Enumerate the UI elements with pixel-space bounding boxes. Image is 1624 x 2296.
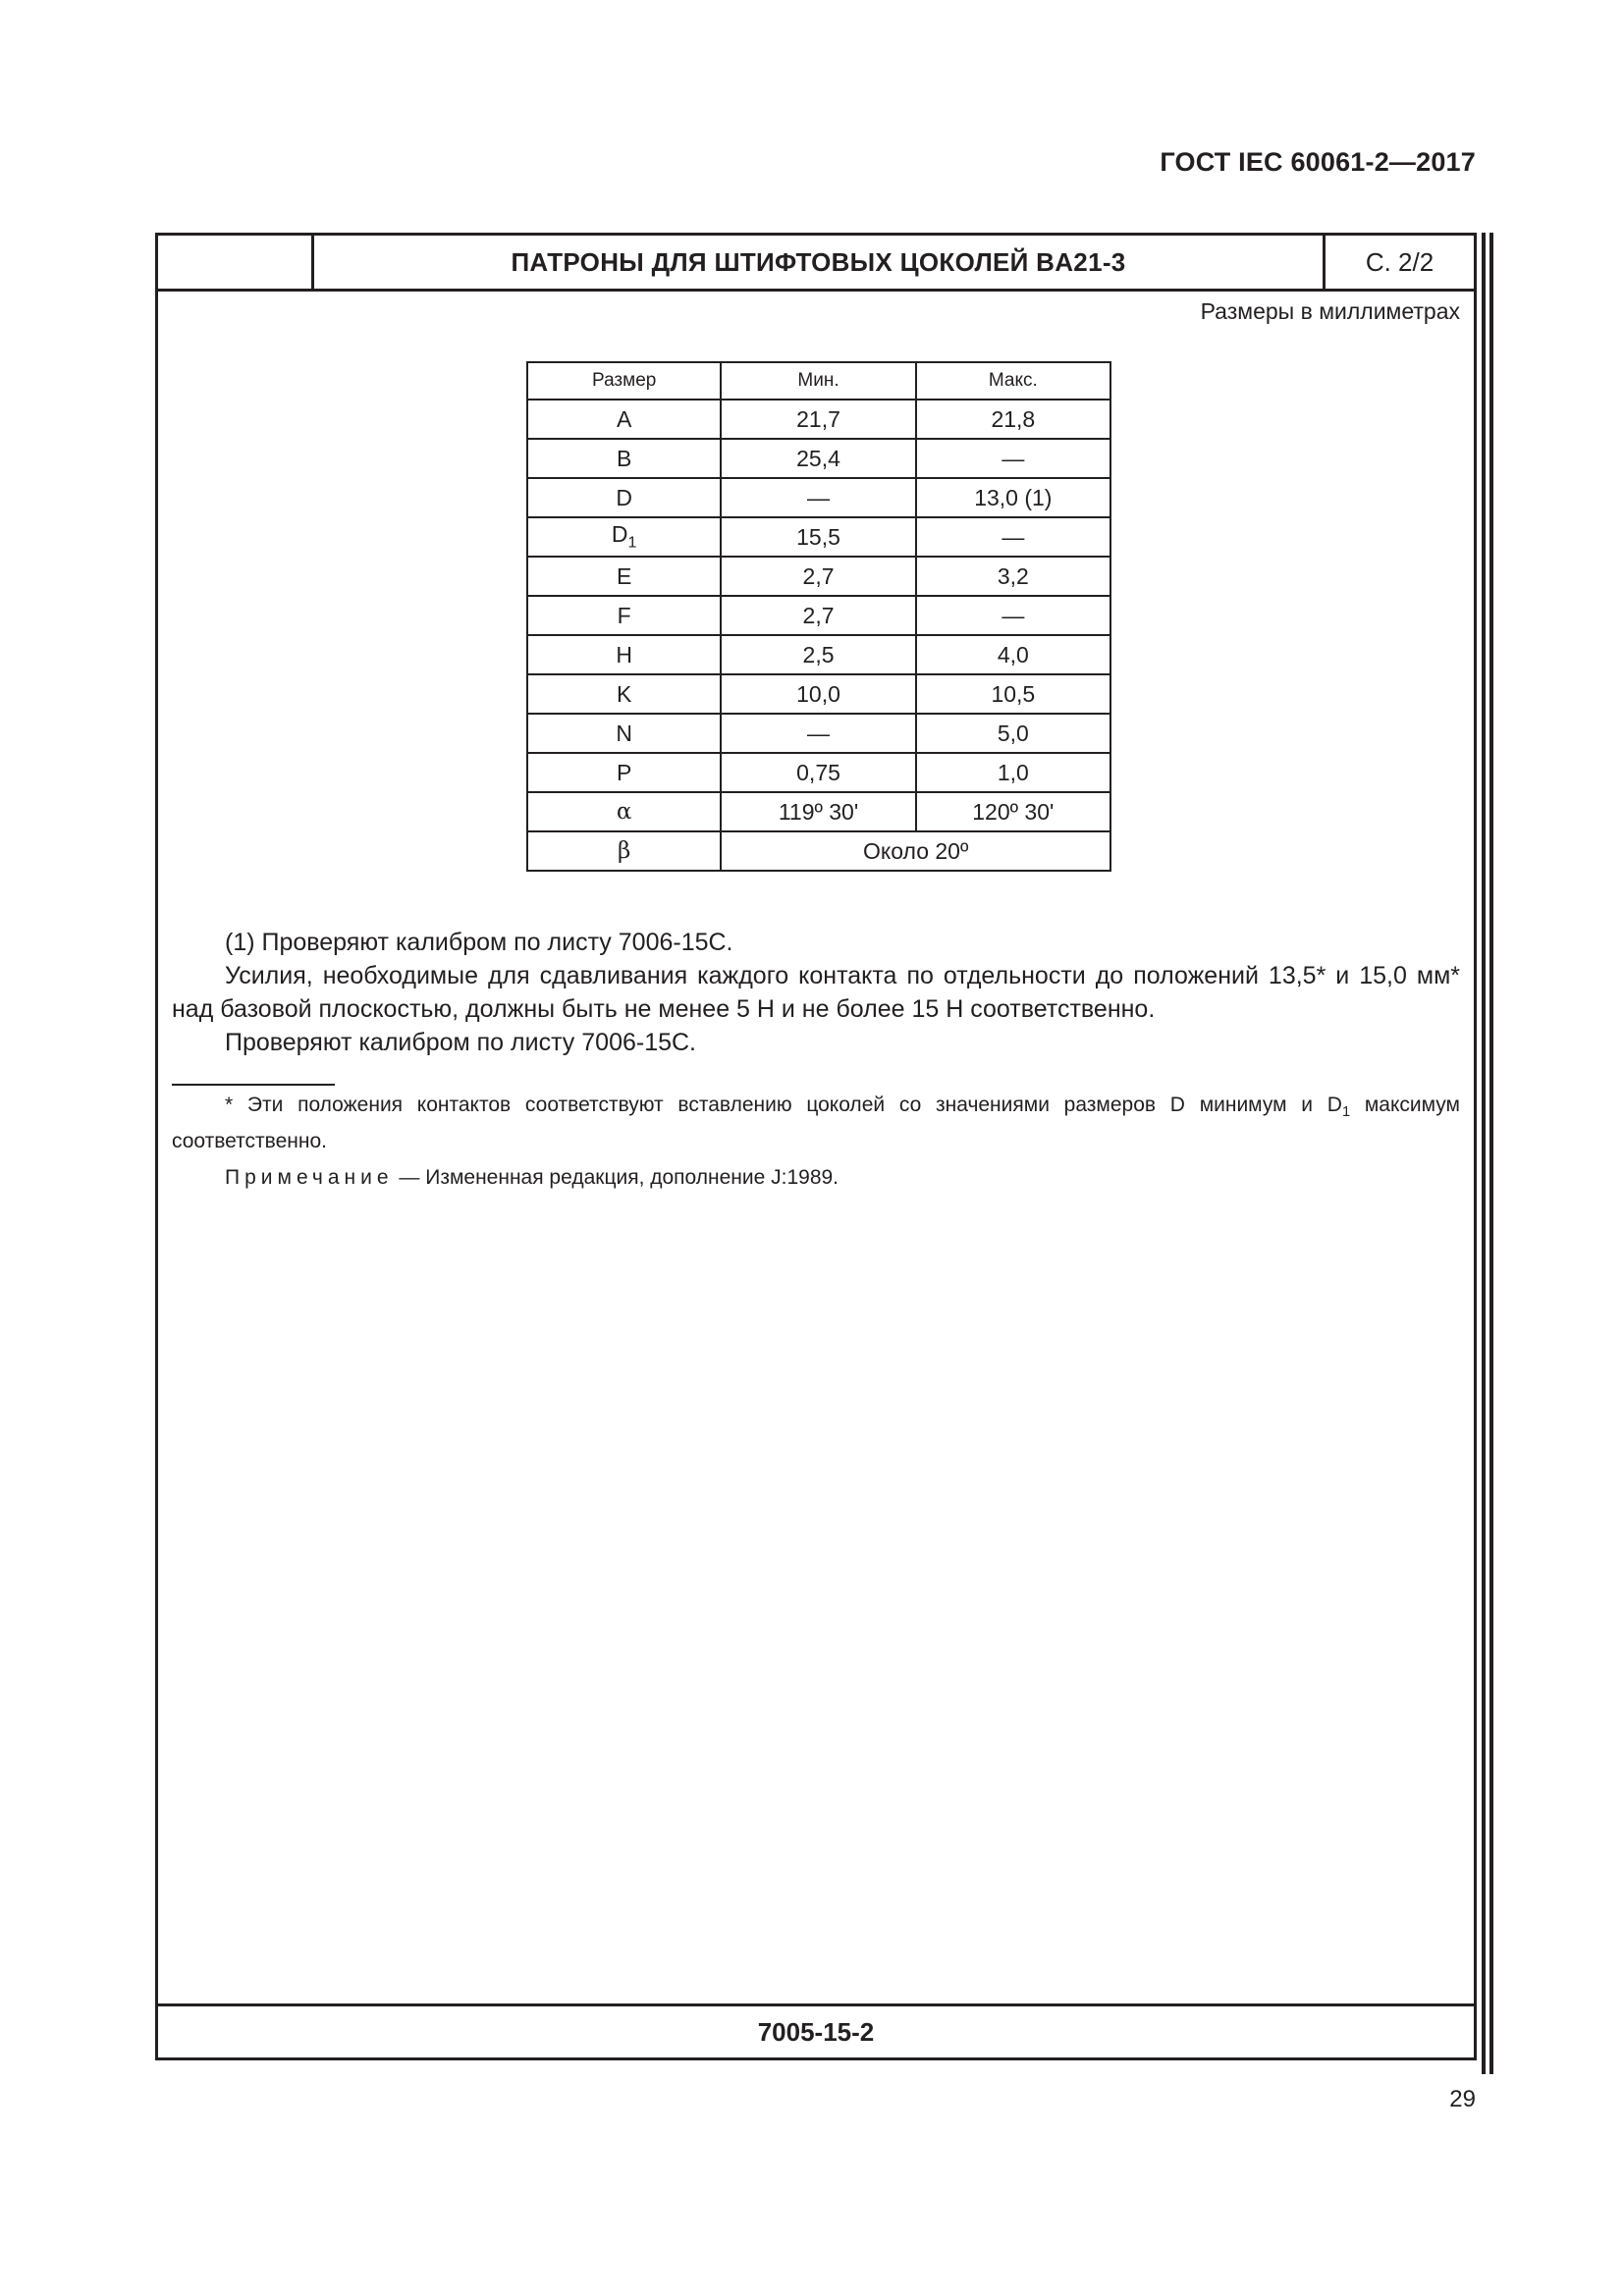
- units-note: Размеры в миллиметрах: [1200, 298, 1460, 324]
- max-cell: —: [916, 517, 1110, 557]
- max-cell: 13,0 (1): [916, 478, 1110, 517]
- standard-code: ГОСТ IEC 60061-2—2017: [1160, 147, 1476, 177]
- header-blank-cell: [158, 236, 314, 289]
- dimension-cell: N: [527, 714, 721, 753]
- footnote-text: [172, 1091, 1460, 1155]
- body-text: [172, 926, 1460, 1059]
- sheet-page-ref: С. 2/2: [1365, 246, 1435, 277]
- column-header-max: Макс.: [916, 362, 1110, 400]
- dimension-cell: β: [527, 831, 721, 871]
- sheet-border-rule: [1482, 233, 1486, 2074]
- dimension-letter: D: [611, 521, 628, 548]
- min-cell: 25,4: [721, 439, 915, 478]
- column-header-size: Размер: [527, 362, 721, 400]
- sheet-number: 7005-15-2: [158, 2003, 1474, 2057]
- max-cell: 1,0: [916, 753, 1110, 792]
- table-row: [527, 557, 1110, 596]
- footnote-subscript: 1: [1341, 1104, 1351, 1121]
- dimension-cell: α: [527, 792, 721, 831]
- min-cell: 15,5: [721, 517, 915, 557]
- table-row: [527, 753, 1110, 792]
- max-cell: 10,5: [916, 674, 1110, 714]
- sheet-header: [158, 236, 1474, 292]
- column-header-min: Мин.: [721, 362, 915, 400]
- min-cell: 2,5: [721, 635, 915, 674]
- max-cell: 120º 30': [916, 792, 1110, 831]
- dimension-cell: H: [527, 635, 721, 674]
- max-cell: 21,8: [916, 400, 1110, 439]
- min-cell: 10,0: [721, 674, 915, 714]
- dimension-cell: A: [527, 400, 721, 439]
- paragraph: Проверяют калибром по листу 7006-15С.: [225, 1029, 697, 1056]
- paragraph: Усилия, необходимые для сдавливания каждого контакта по отдельности до положений 13,5* и 15,0 мм* над базовой плоскостью, должны быть не менее 5 Н и не более 15 Н соответственно.: [172, 962, 1460, 1023]
- min-cell: —: [721, 478, 915, 517]
- footnote-text-after: максимум соответственно.: [172, 1094, 1460, 1153]
- table-row: [527, 635, 1110, 674]
- note-text: — Измененная редакция, дополнение J:1989.: [393, 1166, 839, 1189]
- min-cell: 0,75: [721, 753, 915, 792]
- max-cell: —: [916, 596, 1110, 635]
- table-row: [527, 831, 1110, 871]
- sheet-border-rule: [1489, 233, 1493, 2074]
- footnote-separator: [172, 1084, 335, 1086]
- max-cell: 4,0: [916, 635, 1110, 674]
- table-row: [527, 478, 1110, 517]
- page-number: 29: [1449, 2086, 1476, 2112]
- data-sheet: [155, 233, 1477, 2060]
- footnote-text-before: * Эти положения контактов соответствуют вставлению цоколей со значениями размеров D минимум и D: [225, 1094, 1342, 1116]
- footnote: [172, 1091, 1460, 1155]
- min-cell: 2,7: [721, 557, 915, 596]
- dimension-cell: F: [527, 596, 721, 635]
- max-cell: —: [916, 439, 1110, 478]
- table-row: [527, 596, 1110, 635]
- dimension-cell: E: [527, 557, 721, 596]
- table-row: [527, 439, 1110, 478]
- table-row: [527, 517, 1110, 557]
- table-row: [527, 792, 1110, 831]
- dimension-cell: K: [527, 674, 721, 714]
- sheet-title: ПАТРОНЫ ДЛЯ ШТИФТОВЫХ ЦОКОЛЕЙ BA21-3: [314, 236, 1326, 289]
- dimension-cell: D: [527, 478, 721, 517]
- table-row: [527, 714, 1110, 753]
- dimension-cell: [527, 517, 721, 557]
- dimension-cell: P: [527, 753, 721, 792]
- min-cell: —: [721, 714, 915, 753]
- max-cell: 5,0: [916, 714, 1110, 753]
- min-cell: 2,7: [721, 596, 915, 635]
- max-cell: 3,2: [916, 557, 1110, 596]
- note: [225, 1166, 839, 1190]
- dimension-cell: B: [527, 439, 721, 478]
- paragraph: (1) Проверяют калибром по листу 7006-15С.: [225, 929, 733, 956]
- note-label: Примечание: [225, 1166, 394, 1189]
- table-row: [527, 674, 1110, 714]
- dimensions-table: [526, 361, 1111, 872]
- dimension-subscript: 1: [627, 533, 637, 552]
- table-header-row: [527, 362, 1110, 400]
- min-cell: 21,7: [721, 400, 915, 439]
- min-cell: 119º 30': [721, 792, 915, 831]
- merged-value-cell: Около 20º: [721, 831, 1110, 871]
- table-row: [527, 400, 1110, 439]
